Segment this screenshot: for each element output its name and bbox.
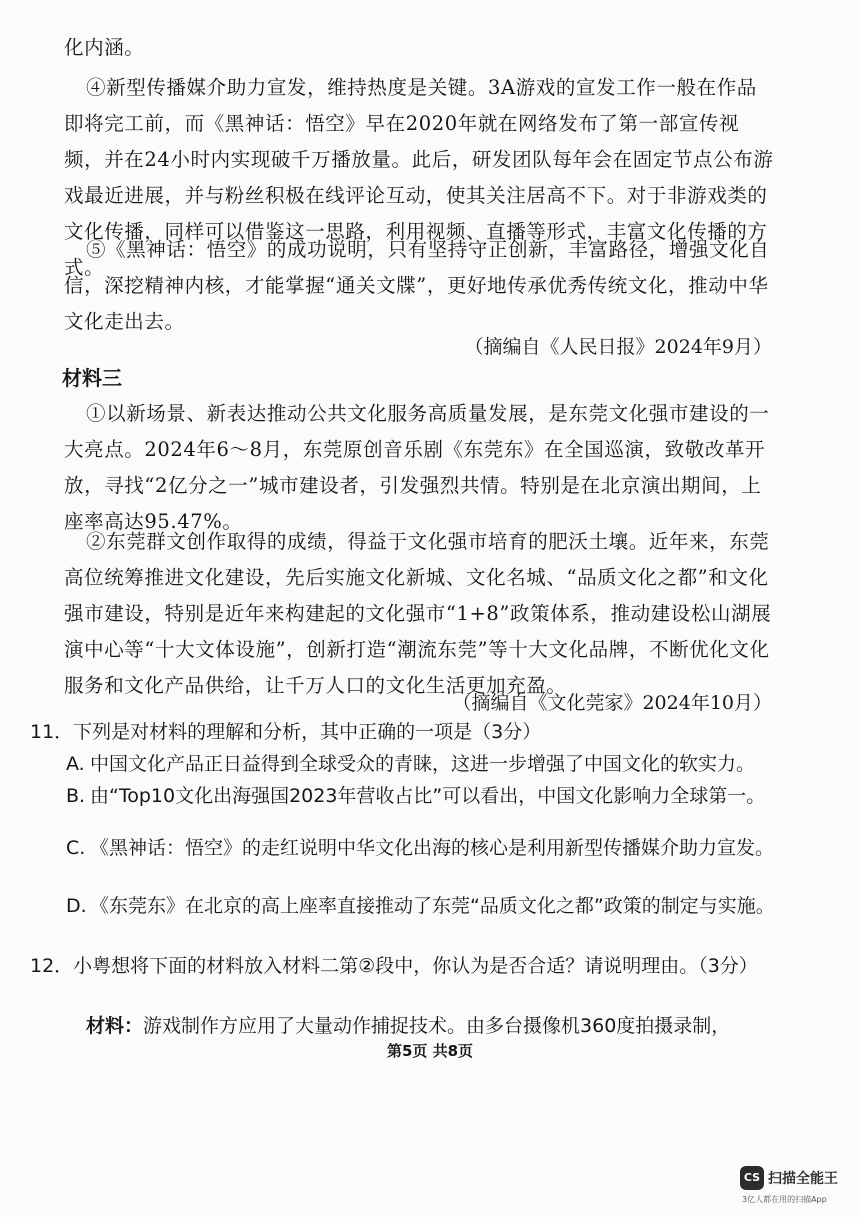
option-letter: C. [66,837,86,859]
page-number: 第5页 共8页 [386,1042,474,1060]
question-12-material [86,1010,776,1042]
material2-paragraph-5: ⑤《黑神话：悟空》的成功说明，只有坚持守正创新，丰富路径，增强文化自信，深挖精神内核，才能掌握“通关文牒”，更好地传承优秀传统文化，推动中华文化走出去。 [64,238,770,333]
material-label: 材料： [86,1015,144,1037]
camscanner-logo-icon: CS [740,1166,764,1190]
option-text: 《东莞东》在北京的高上座率直接推动了东莞“品质文化之都”政策的制定与实施。 [90,895,775,917]
material2-source: （摘编自《人民日报》2024年9月） [464,336,772,358]
question-12-stem: 12．小粤想将下面的材料放入材料二第②段中，你认为是否合适？请说明理由。（3分） [30,955,758,977]
option-letter: D. [66,895,87,917]
material3-paragraph-2: ②东莞群文创作取得的成绩，得益于文化强市培育的肥沃土壤。近年来，东莞高位统筹推进文化建设，先后实施文化新城、文化名城、“品质文化之都”和文化强市建设，特别是近年来构建起的文化强市“1+8”政策体系，推动建设松山湖展演中心等“十大文体设施”，创新打造“潮流东莞”等十大文化品牌，不断优化文化服务和文化产品供给，让千万人口的文化生活更加充盈。 [64,530,772,697]
question-11-option-d [66,890,778,922]
watermark-app-name: 扫描全能王 [768,1171,838,1187]
question-11-stem: 11．下列是对材料的理解和分析，其中正确的一项是（3分） [30,721,542,743]
material3-heading: 材料三 [62,366,122,390]
material3-paragraph-1: ①以新场景、新表达推动公共文化服务高质量发展，是东莞文化强市建设的一大亮点。2024年6～8月，东莞原创音乐剧《东莞东》在全国巡演，致敬改革开放，寻找“2亿分之一”城市建设者，引发强烈共情。特别是在北京演出期间，上座率高达95.47%。 [64,402,770,533]
option-text: 由“Top10文化出海强国2023年营收占比”可以看出，中国文化影响力全球第一。 [90,785,766,807]
material3-source: （摘编自《文化莞家》2024年10月） [452,692,772,714]
option-text: 《黑神话：悟空》的走红说明中华文化出海的核心是利用新型传播媒介助力宣发。 [90,837,775,859]
option-letter: A. [66,753,85,775]
material-text: 游戏制作方应用了大量动作捕捉技术。由多台摄像机360度拍摄录制， [143,1015,731,1037]
continued-paragraph-end: 化内涵。 [64,36,145,59]
question-11-option-b [66,780,778,812]
material2-paragraph-4: ④新型传播媒介助力宣发，维持热度是关键。3A游戏的宣发工作一般在作品即将完工前，而《黑神话：悟空》早在2020年就在网络发布了第一部宣传视频，并在24小时内实现破千万播放量。此后，研发团队每年会在固定节点公布游戏最近进展，并与粉丝积极在线评论互动，使其关注居高不下。对于非游戏类的文化传播，同样可以借鉴这一思路，利用视频、直播等形式，丰富文化传播的方式。 [64,76,774,279]
question-11-option-a [66,748,778,780]
option-letter: B. [66,785,86,807]
watermark-tagline: 3亿人都在用的扫描App [742,1195,827,1204]
scanner-watermark [740,1166,850,1208]
question-11-option-c [66,832,778,864]
option-text: 中国文化产品正日益得到全球受众的青睐，这进一步增强了中国文化的软实力。 [90,753,756,775]
